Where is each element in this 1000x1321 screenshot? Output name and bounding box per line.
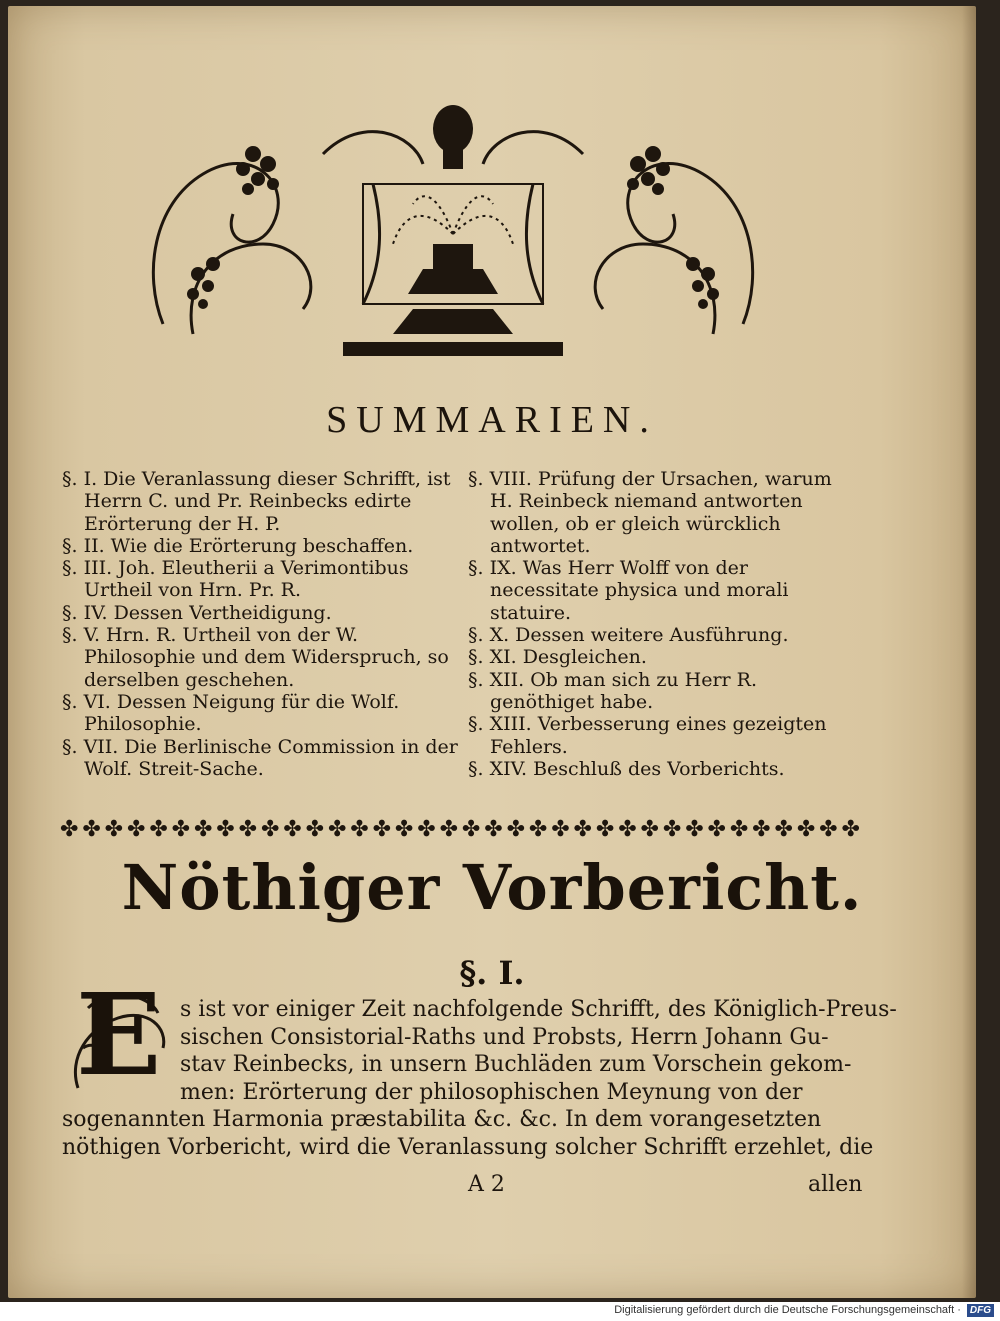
summary-item: §. II. Wie die Erörterung beschaffen. [62, 534, 414, 557]
body-line: nöthigen Vorbericht, wird die Veranlassung solcher Schrifft erzehlet, die [62, 1134, 874, 1160]
dfg-logo: DFG [967, 1304, 994, 1317]
signature-mark: A 2 [468, 1172, 505, 1197]
catchword: allen [808, 1172, 863, 1197]
body-line: stav Reinbecks, in unsern Buchläden zum Vorschein gekom- [180, 1052, 852, 1077]
page-edge-shadow [962, 6, 976, 1298]
summary-item: §. VI. Dessen Neigung für die Wolf. Philosophie. [62, 690, 400, 736]
summary-item: §. III. Joh. Eleutherii a Verimontibus Urtheil von Hrn. Pr. R. [62, 557, 409, 602]
body-paragraph [62, 996, 897, 1161]
body-line: sogenannten Harmonia præstabilita &c. &c. In dem vorangesetzten [62, 1107, 822, 1132]
funding-footer [614, 1301, 994, 1319]
summary-item: §. XIV. Beschluß des Vorberichts. [468, 757, 785, 780]
initial-letter: E [76, 970, 162, 1101]
summary-item: §. VIII. Prüfung der Ursachen, warum H. Reinbeck niemand antworten wollen, ob er gleich würcklich antwortet. [468, 468, 832, 557]
body-line: sischen Consistorial-Raths und Probsts, Herrn Johann Gu- [180, 1024, 829, 1050]
summary-item: §. XIII. Verbesserung eines gezeigten Fehlers. [468, 713, 827, 758]
summary-item: §. I. Die Veranlassung dieser Schrifft, ist Herrn C. und Pr. Reinbecks edirte Erörterung der H. P. [62, 468, 451, 535]
summary-item: §. X. Dessen weitere Ausführung. [468, 624, 789, 647]
summary-list-right [468, 468, 858, 780]
summary-title: SUMMARIEN. [326, 399, 658, 441]
summary-item: §. XI. Desgleichen. [468, 646, 647, 669]
summary-item: §. V. Hrn. R. Urtheil von der W. Philosophie und dem Widerspruch, so derselben geschehen. [62, 624, 449, 691]
body-line: s ist vor einiger Zeit nachfolgende Schrifft, des Königlich-Preus- [180, 997, 897, 1022]
fountain-ornament-headpiece [123, 94, 783, 364]
footer-text: Digitalisierung gefördert durch die Deutsche Forschungsgemeinschaft · [614, 1304, 961, 1316]
summary-item: §. XII. Ob man sich zu Herr R. genöthiget habe. [468, 668, 757, 713]
section-mark: §. I. [459, 954, 525, 992]
summary-list-left [62, 468, 462, 780]
body-line: men: Erörterung der philosophischen Meynung von der [180, 1079, 803, 1105]
summary-item: §. VII. Die Berlinische Commission in der Wolf. Streit-Sache. [62, 735, 458, 780]
chapter-heading: Nöthiger Vorbericht. [121, 851, 863, 924]
fleuron-divider: ✤ ✤ ✤ ✤ ✤ ✤ ✤ ✤ ✤ ✤ ✤ ✤ ✤ ✤ ✤ ✤ ✤ ✤ ✤ ✤ ✤ ✤ ✤ ✤ ✤ ✤ ✤ ✤ ✤ ✤ ✤ ✤ ✤ ✤ ✤ ✤ [60, 816, 860, 842]
summary-item: §. IX. Was Herr Wolff von der necessitate physica und morali statuire. [468, 557, 789, 624]
book-page [8, 6, 976, 1298]
summary-item: §. IV. Dessen Vertheidigung. [62, 601, 332, 624]
